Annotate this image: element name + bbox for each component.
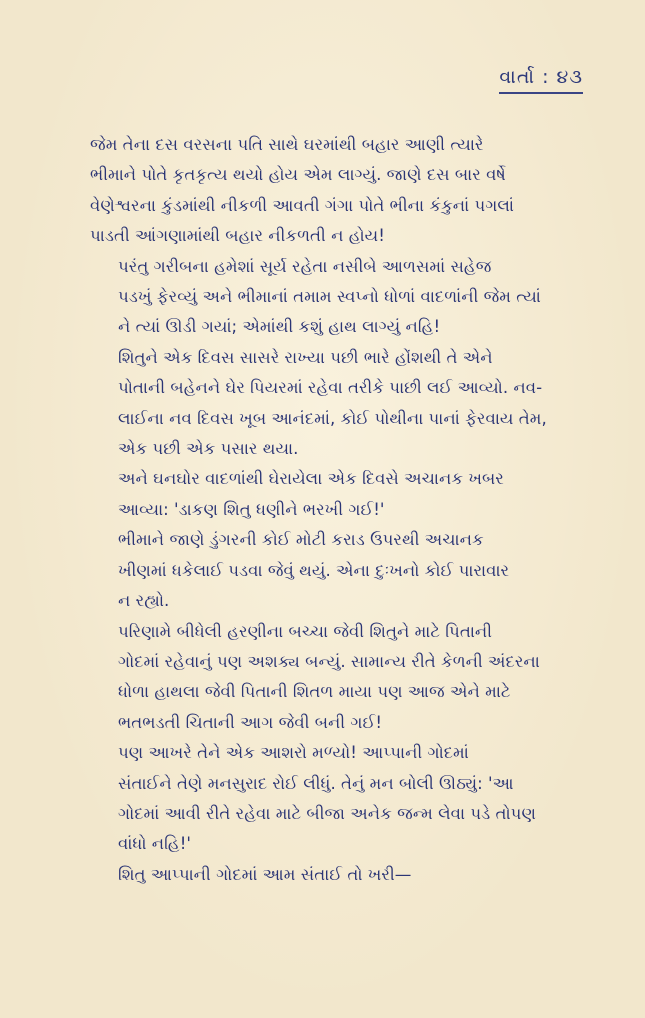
text-line: પરંતુ ગરીબના હમેશાં સૂર્ય રહેતા નસીબે આળસમાં સહેજ [118,256,492,276]
text-line: વાંધો નહિ!' [118,834,191,854]
text-line: પણ આખરે તેને એક આશરો મળ્યો! આપ્પાની ગોદમાં [118,743,469,763]
text-line: ગોદમાં આવી રીતે રહેવા માટે બીજા અનેક જન્મ લેવા પડે તોપણ [118,803,536,823]
paragraph-6 [90,617,580,739]
paragraph-4 [90,464,580,525]
text-line: ભતભડતી ચિતાની આગ જેવી બની ગઈ! [118,712,382,732]
text-line: શિતુ આપ્પાની ગોદમાં આમ સંતાઈ તો ખરી— [118,864,412,884]
text-line: ખીણમાં ધકેલાઈ પડવા જેવું થયું. એના દુઃખનો કોઈ પારાવાર [118,560,510,580]
text-line: ભીમાને જાણે ડુંગરની કોઈ મોટી કરાડ ઉપરથી અચાનક [118,530,484,550]
paragraph-7 [90,738,580,860]
text-line: પોતાની બહેનને ઘેર પિયરમાં રહેવા તરીકે પાછી લઈ આવ્યો. નવ- [118,378,543,398]
text-line: અને ઘનઘોર વાદળાંથી ઘેરાયેલા એક દિવસે અચાનક ખબર [118,469,504,489]
running-header: વાર્તા : ૪૩ [499,66,583,94]
story-body [90,130,580,890]
text-line: વેણેશ્વરના કુંડમાંથી નીકળી આવતી ગંગા પોતે ભીના કંકુનાં પગલાં [90,195,514,215]
text-line: ન રહ્યો. [118,591,170,611]
text-line: ધોળા હાથલા જેવી પિતાની શિતળ માયા પણ આજ એને માટે [118,682,511,702]
text-line: સંતાઈને તેણે મનસુરાદ રોઈ લીધું. તેનું મન બોલી ઊઠ્યું: 'આ [118,773,514,793]
text-line: ભીમાને પોતે કૃતકૃત્ય થયો હોય એમ લાગ્યું. જાણે દસ બાર વર્ષે [90,165,506,185]
text-line: પડખું ફેરવ્યું અને ભીમાનાં તમામ સ્વપ્નો ધોળાં વાદળાંની જેમ ત્યાં [118,287,541,307]
text-line: પાડતી આંગણામાંથી બહાર નીકળતી ન હોય! [90,226,385,246]
text-line: પરિણામે બીધેલી હરણીના બચ્ચા જેવી શિતુને માટે પિતાની [118,621,492,641]
text-line: ને ત્યાં ઊડી ગયાં; એમાંથી કશું હાથ લાગ્યું નહિ! [118,317,441,337]
text-line: ગોદમાં રહેવાનું પણ અશક્ય બન્યું. સામાન્ય રીતે કેળની અંદરના [118,651,540,671]
text-line: શિતુને એક દિવસ સાસરે રાખ્યા પછી ભારે હોંશથી તે એને [118,347,493,367]
text-line: આવ્યા: 'ડાકણ શિતુ ધણીને ભરખી ગઈ!' [118,499,385,519]
paragraph-8 [90,860,580,890]
paragraph-5 [90,525,580,616]
text-line: એક પછી એક પસાર થયા. [118,439,299,459]
text-line: જેમ તેના દસ વરસના પતિ સાથે ઘરમાંથી બહાર આણી ત્યારે [90,135,484,154]
paragraph-3 [90,343,580,465]
paragraph-2 [90,252,580,343]
paragraph-1 [90,130,580,252]
text-line: લાઈના નવ દિવસ ખૂબ આનંદમાં, કોઈ પોથીના પાનાં ફેરવાય તેમ, [118,408,547,428]
